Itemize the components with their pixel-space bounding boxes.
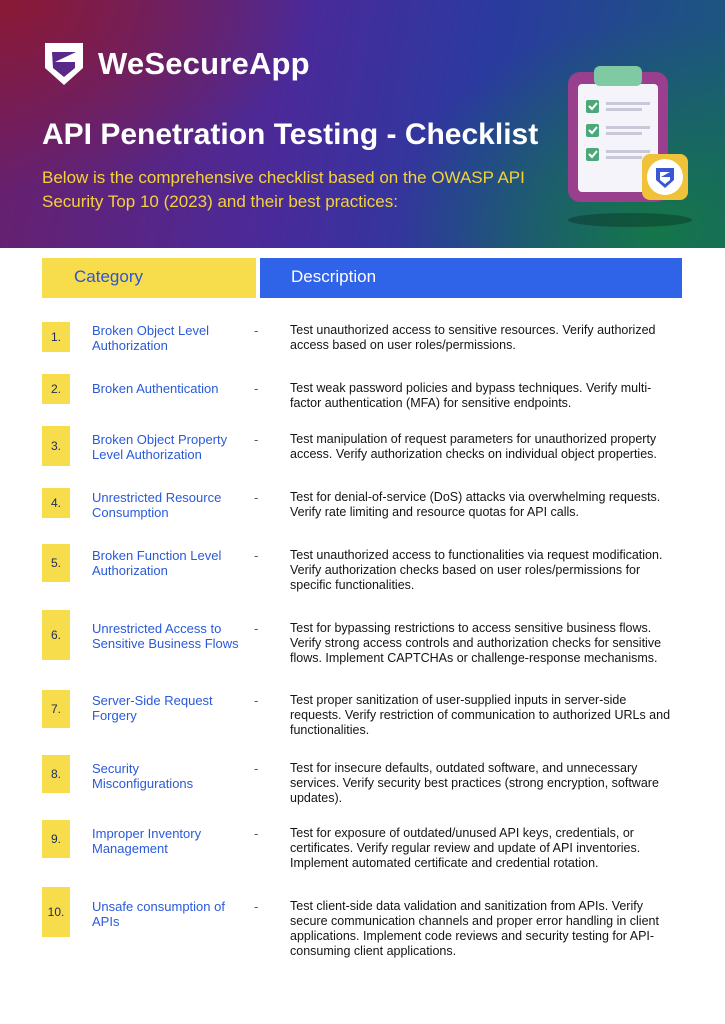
row-number: 10. [42, 887, 70, 937]
description-header-label: Description [291, 267, 377, 286]
row-category: Unsafe consumption of APIs [92, 899, 225, 929]
row-dash: - [254, 826, 259, 841]
row-description: Test weak password policies and bypass techniques. Verify multi-factor authentication (MFA) for sensitive endpoints. [290, 381, 652, 410]
row-description: Test for bypassing restrictions to access sensitive business flows. Verify strong access controls and authorization checks for sensitive flows. Implement CAPTCHAs or challenge-response mechanisms. [290, 621, 662, 665]
page-title: API Penetration Testing - Checklist [42, 118, 539, 151]
row-description: Test client-side data validation and sanitization from APIs. Verify secure communication channels and proper error handling in client applications. Implement code reviews and security testing for API-consuming client applications. [290, 899, 659, 958]
row-number: 5. [42, 544, 70, 582]
row-description: Test unauthorized access to sensitive resources. Verify authorized access based on user roles/permissions. [290, 323, 656, 352]
category-column-header [42, 258, 256, 298]
shield-logo-icon [42, 40, 86, 88]
row-category: Unrestricted Resource Consumption [92, 490, 222, 520]
hero-banner [0, 0, 725, 248]
row-dash: - [254, 693, 259, 708]
row-description: Test for insecure defaults, outdated software, and unnecessary services. Verify security best practices (strong encryption, software updates). [290, 761, 659, 805]
row-description: Test unauthorized access to functionalities via request modification. Verify authorization checks based on user roles/permissions for specific functionalities. [290, 548, 663, 592]
row-category: Broken Authentication [92, 381, 219, 396]
row-number: 6. [42, 610, 70, 660]
row-number: 4. [42, 488, 70, 518]
row-dash: - [254, 621, 259, 636]
row-number: 9. [42, 820, 70, 858]
brand-name: WeSecureApp [98, 46, 310, 81]
row-dash: - [254, 381, 259, 396]
row-category: Broken Object Level Authorization [92, 323, 210, 353]
brand [42, 40, 310, 88]
row-dash: - [254, 490, 259, 505]
description-column-header [260, 258, 682, 298]
row-category: Security Misconfigurations [92, 761, 194, 791]
row-number: 2. [42, 374, 70, 404]
row-category: Improper Inventory Management [92, 826, 202, 856]
row-number: 8. [42, 755, 70, 793]
row-dash: - [254, 899, 259, 914]
row-number: 7. [42, 690, 70, 728]
category-header-label: Category [74, 267, 143, 286]
page-subtitle: Below is the comprehensive checklist based on the OWASP API Security Top 10 (2023) and their best practices: [42, 168, 525, 211]
row-dash: - [254, 323, 259, 338]
row-dash: - [254, 761, 259, 776]
row-category: Broken Function Level Authorization [92, 548, 222, 578]
row-description: Test for exposure of outdated/unused API keys, credentials, or certificates. Verify regular review and update of API inventories. Implement automated certificate and credential rotation. [290, 826, 641, 870]
clipboard-checklist-icon [560, 62, 700, 232]
row-category: Broken Object Property Level Authorization [92, 432, 228, 462]
row-description: Test proper sanitization of user-supplied inputs in server-side requests. Verify restriction of communication to authorized URLs and functionalities. [290, 693, 671, 737]
row-description: Test manipulation of request parameters for unauthorized property access. Verify authorization checks on individual object properties. [290, 432, 657, 461]
row-category: Server-Side Request Forgery [92, 693, 213, 723]
row-description: Test for denial-of-service (DoS) attacks via overwhelming requests. Verify rate limiting and resource quotas for API calls. [290, 490, 661, 519]
row-dash: - [254, 548, 259, 563]
row-number: 1. [42, 322, 70, 352]
row-category: Unrestricted Access to Sensitive Business Flows [92, 621, 239, 651]
row-dash: - [254, 432, 259, 447]
row-number: 3. [42, 426, 70, 466]
